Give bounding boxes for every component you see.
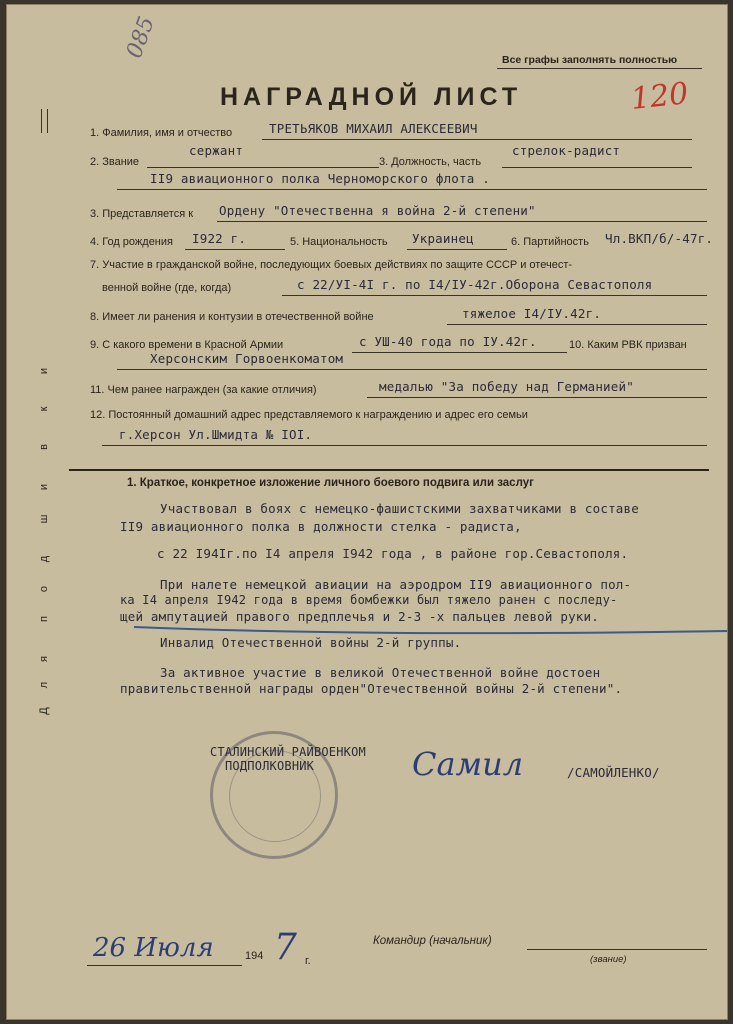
field-wounds-label: 8. Имеет ли ранения и контузии в отечественной войне — [90, 311, 374, 323]
field-rule — [102, 445, 707, 446]
field-position-label: 3. Должность, часть — [379, 156, 482, 168]
field-wounds-value: тяжелое I4/IУ.42г. — [462, 306, 602, 321]
field-rule — [367, 397, 707, 398]
top-note: Все графы заполнять полностью — [502, 54, 678, 66]
narrative-line: II9 авиационного полка в должности стелка - радиста, — [120, 519, 522, 534]
date-handwritten: 26 Июля — [93, 933, 214, 963]
year-suffix: г. — [305, 955, 311, 967]
field-name-label: 1. Фамилия, имя и отчество — [90, 127, 233, 139]
narrative-line: ка I4 апреля I942 года в время бомбежки был тяжело ранен с последу- — [120, 593, 618, 607]
sidebar-letter: в — [38, 444, 50, 450]
field-prior-awards-label: 11. Чем ранее награжден (за какие отличия) — [90, 384, 317, 396]
field-name-value: ТРЕТЬЯКОВ МИХАИЛ АЛЕКСЕЕВИЧ — [269, 121, 478, 136]
field-rule — [217, 221, 707, 222]
commander-label: Командир (начальник) — [373, 935, 492, 947]
award-sheet — [6, 4, 728, 1020]
field-war-participation-label-cont: венной войне (где, когда) — [102, 282, 232, 294]
narrative-line: с 22 I94Iг.по I4 апреля I942 года , в районе гор.Севастополя. — [157, 546, 629, 561]
commander-rule — [527, 949, 707, 950]
field-rule — [352, 352, 567, 353]
sidebar-vertical-text — [34, 65, 54, 725]
section1-heading: 1. Краткое, конкретное изложение личного боевого подвига или заслуг — [127, 477, 534, 489]
field-rank-label: 2. Звание — [90, 156, 140, 168]
sidebar-letter: п — [38, 616, 50, 622]
field-address-label: 12. Постоянный домашний адрес представляемого к награждению и адрес его семьи — [90, 409, 528, 421]
signature-title-line2: ПОДПОЛКОВНИК — [225, 759, 315, 773]
rank-label: (звание) — [590, 954, 627, 965]
field-rule — [407, 249, 507, 250]
field-rank-value: сержант — [189, 143, 244, 158]
sidebar-letter: и — [38, 367, 50, 375]
field-prior-awards-value: медалью "За победу над Германией" — [379, 379, 634, 394]
field-birth-year-label: 4. Год рождения — [90, 236, 173, 248]
corner-pencil-mark: 085 — [122, 13, 160, 62]
signer-name: /САМОЙЛЕНКО/ — [567, 765, 660, 780]
field-war-participation-value: с 22/УI-4I г. по I4/IУ-42г.Оборона Севастополя — [297, 277, 653, 292]
top-note-rule — [497, 68, 702, 69]
field-rule — [502, 167, 692, 168]
sidebar-letter: о — [38, 585, 50, 593]
field-rule — [185, 249, 285, 250]
sidebar-letter: я — [38, 656, 50, 662]
field-rule — [147, 167, 379, 168]
field-war-participation-label: 7. Участие в гражданской войне, последующих боевых действиях по защите СССР и отечест- — [90, 259, 573, 271]
field-birth-year-value: I922 г. — [192, 231, 247, 246]
sidebar-letter: ш — [38, 514, 50, 524]
signature-title-line1: СТАЛИНСКИЙ РАЙВОЕНКОМ — [210, 745, 366, 759]
narrative-line: За активное участие в великой Отечественной войне достоен — [160, 665, 601, 680]
field-address-value: г.Херсон Ул.Шмидта № IOI. — [119, 427, 313, 442]
field-rule — [282, 295, 707, 296]
field-position-value: стрелок-радист — [512, 143, 621, 158]
narrative-line: Участвовал в боях с немецко-фашистскими захватчиками в составе — [160, 501, 639, 516]
field-award-label: 3. Представляется к — [90, 208, 194, 220]
year-printed: 194 — [245, 950, 264, 962]
sidebar-letter: к — [38, 406, 50, 412]
year-handwritten: 7 — [274, 927, 297, 968]
field-award-value: Ордену "Отечественна я война 2-й степени" — [219, 203, 536, 218]
narrative-line: При налете немецкой авиации на аэродром II9 авиационного пол- — [160, 577, 632, 592]
narrative-line: щей ампутацией правого предплечья и 2-3 -х пальцев левой руки. — [120, 609, 599, 624]
section-divider — [69, 469, 709, 471]
field-position-value-cont: II9 авиационного полка Черноморского флота . — [150, 171, 490, 186]
field-rule — [117, 189, 707, 190]
field-rule — [447, 324, 707, 325]
field-rule — [262, 139, 692, 140]
field-nationality-value: Украинец — [412, 231, 474, 246]
field-nationality-label: 5. Национальность — [290, 236, 388, 248]
narrative-line: Инвалид Отечественной войны 2-й группы. — [160, 635, 462, 650]
field-rule — [117, 369, 707, 370]
sidebar-letter: д — [38, 555, 50, 563]
field-service-value: с УШ-40 года по IУ.42г. — [359, 334, 537, 349]
field-rvk-label: 10. Каким РВК призван — [569, 339, 687, 351]
narrative-line: правительственной награды орден"Отечественной войны 2-й степени". — [120, 681, 623, 696]
date-rule — [87, 965, 242, 966]
sidebar-letter: Д — [38, 707, 50, 715]
corner-number: 120 — [629, 76, 690, 117]
field-rvk-value: Херсонским Горвоенкоматом — [150, 351, 344, 366]
page-title: НАГРАДНОЙ ЛИСТ — [220, 83, 523, 111]
field-party-value: Чл.ВКП/б/-47г. — [605, 231, 714, 246]
sidebar-letter: л — [38, 681, 50, 689]
field-party-label: 6. Партийность — [511, 236, 589, 248]
field-service-label: 9. С какого времени в Красной Армии — [90, 339, 284, 351]
handwritten-signature: Самил — [412, 745, 524, 783]
sidebar-letter: и — [38, 483, 50, 491]
